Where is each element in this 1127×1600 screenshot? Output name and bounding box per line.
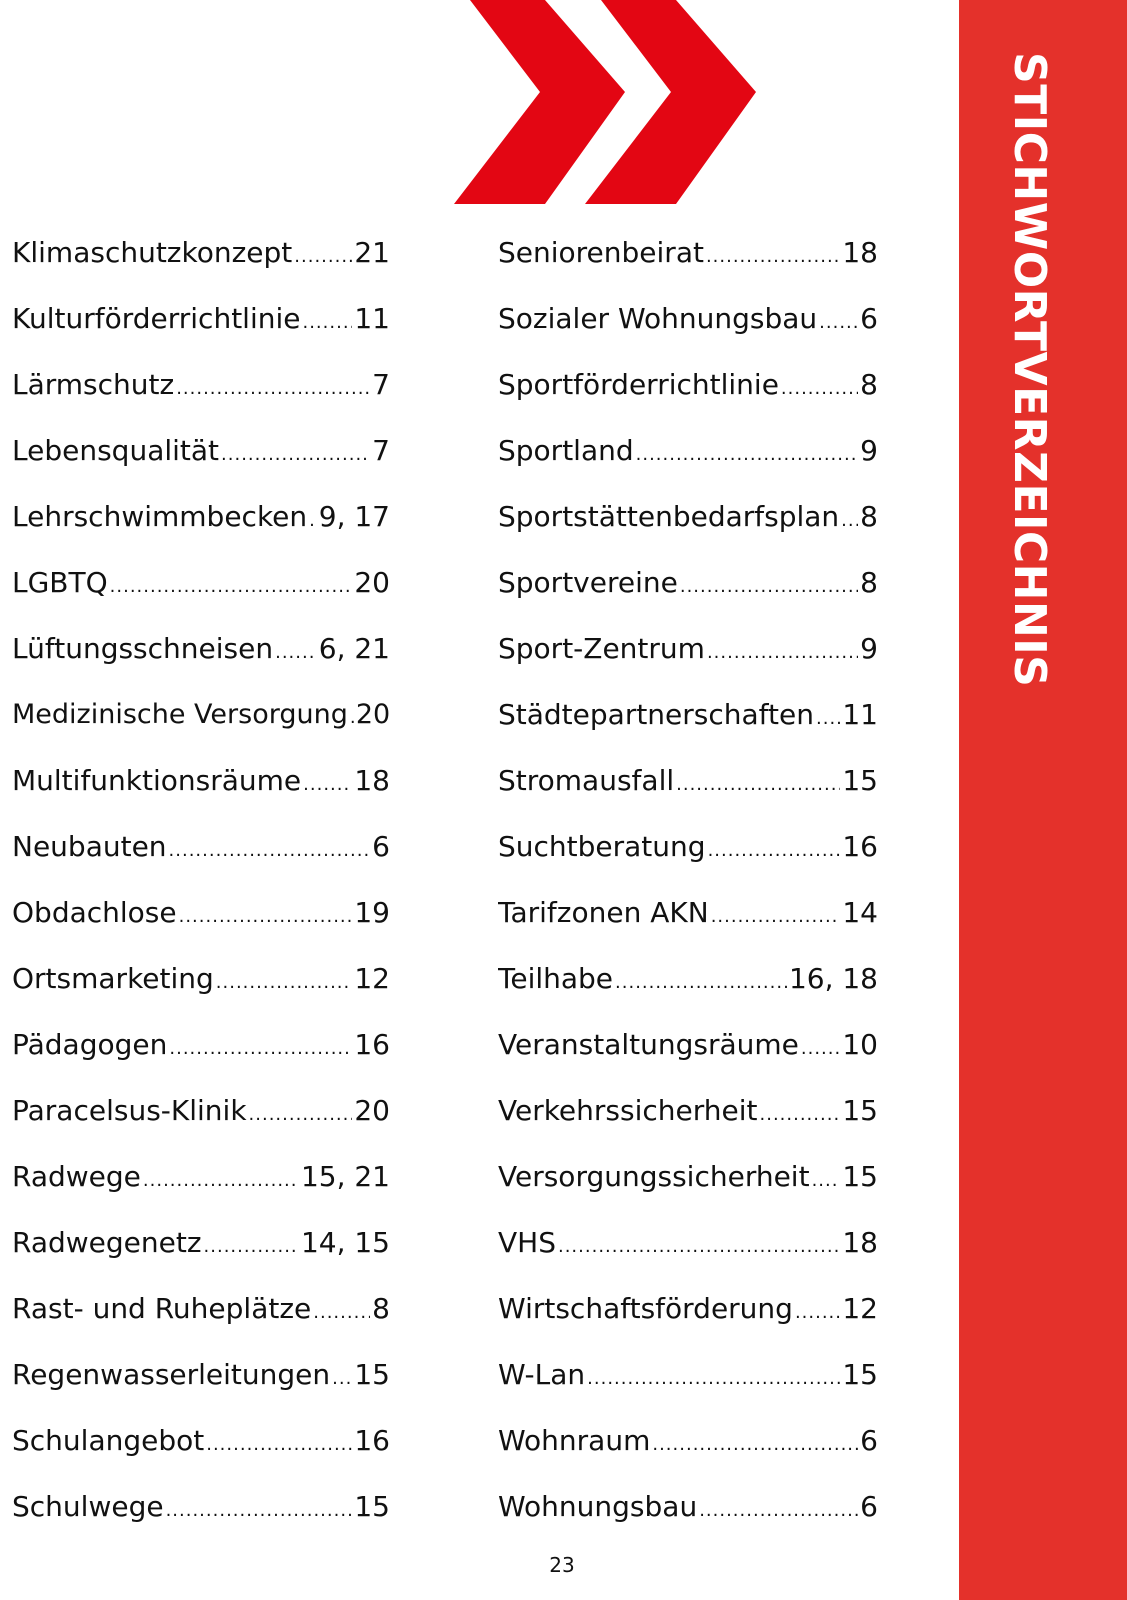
dot-leader — [350, 698, 354, 735]
index-term: Schulwege — [12, 1490, 164, 1523]
index-entry — [12, 827, 390, 867]
index-term: Stromausfall — [498, 764, 675, 797]
dot-leader — [708, 831, 841, 867]
index-term: Lüftungsschneisen — [12, 632, 274, 665]
index-entry — [12, 1091, 390, 1131]
index-entry — [498, 1355, 878, 1395]
index-page-ref: 9 — [860, 632, 878, 665]
dot-leader — [332, 1359, 352, 1395]
index-entry — [498, 893, 878, 933]
index-entry — [498, 299, 878, 339]
index-page-ref: 15 — [354, 1490, 390, 1523]
index-page-ref: 6 — [860, 302, 878, 335]
index-page-ref: 15 — [842, 764, 878, 797]
dot-leader — [795, 1293, 840, 1329]
index-entry — [498, 1091, 878, 1131]
dot-leader — [615, 963, 787, 999]
index-page-ref: 6 — [860, 1490, 878, 1523]
index-term: Neubauten — [12, 830, 167, 863]
index-entry — [498, 563, 878, 603]
index-term: Suchtberatung — [498, 830, 706, 863]
index-term: Kulturförderrichtlinie — [12, 302, 301, 335]
index-page-ref: 15 — [842, 1094, 878, 1127]
dot-leader — [819, 303, 858, 339]
dot-leader — [707, 633, 858, 669]
index-page-ref: 8 — [372, 1292, 390, 1325]
index-term: Versorgungssicherheit — [498, 1160, 810, 1193]
index-entry — [498, 959, 878, 999]
index-entry — [498, 629, 878, 669]
dot-leader — [166, 1491, 353, 1527]
index-entry — [12, 497, 390, 537]
index-page-ref: 19 — [354, 896, 390, 929]
index-entry — [12, 1421, 390, 1461]
index-page-ref: 9 — [860, 434, 878, 467]
dot-leader — [176, 369, 370, 405]
index-term: Obdachlose — [12, 896, 177, 929]
index-entry — [12, 431, 390, 471]
index-entry — [12, 1289, 390, 1329]
dot-leader — [699, 1491, 858, 1527]
index-page-ref: 15 — [354, 1358, 390, 1391]
index-term: Sportvereine — [498, 566, 678, 599]
dot-leader — [143, 1161, 299, 1197]
dot-leader — [760, 1095, 841, 1131]
index-page-ref: 8 — [860, 500, 878, 533]
index-term: Regenwasserleitungen — [12, 1358, 331, 1391]
index-page-ref: 21 — [354, 236, 390, 269]
index-page-ref: 16 — [354, 1028, 390, 1061]
index-page-ref: 8 — [860, 368, 878, 401]
index-term: Klimaschutzkonzept — [12, 236, 293, 269]
index-page-ref: 6 — [860, 1424, 878, 1457]
index-entry — [498, 497, 878, 537]
index-term: Lehrschwimmbecken — [12, 500, 308, 533]
index-term: Tarifzonen AKN — [498, 896, 709, 929]
index-page-ref: 8 — [860, 566, 878, 599]
index-term: Medizinische Versorgung — [12, 699, 348, 730]
index-page-ref: 7 — [372, 368, 390, 401]
dot-leader — [652, 1425, 858, 1461]
index-page-ref: 6 — [372, 830, 390, 863]
index-page-ref: 16 — [354, 1424, 390, 1457]
index-entry — [498, 1289, 878, 1329]
index-page-ref: 16 — [842, 830, 878, 863]
index-term: Paracelsus-Klinik — [12, 1094, 247, 1127]
index-term: Veranstaltungsräume — [498, 1028, 799, 1061]
index-page-ref: 15 — [842, 1160, 878, 1193]
dot-leader — [812, 1161, 841, 1197]
dot-leader — [169, 831, 371, 867]
index-entry — [498, 233, 878, 273]
index-term: VHS — [498, 1226, 556, 1259]
index-entry — [498, 1421, 878, 1461]
index-term: Rast- und Ruheplätze — [12, 1292, 312, 1325]
dot-leader — [636, 435, 859, 471]
dot-leader — [302, 303, 352, 339]
dot-leader — [558, 1227, 840, 1263]
index-term: Pädagogen — [12, 1028, 168, 1061]
dot-leader — [303, 765, 352, 801]
index-entry — [12, 761, 390, 801]
sidebar-title: STICHWORTVERZEICHNIS — [1004, 52, 1055, 688]
index-entry — [498, 365, 878, 405]
index-page-ref: 20 — [354, 1094, 390, 1127]
index-page-ref: 14 — [842, 896, 878, 929]
index-page-ref: 18 — [354, 764, 390, 797]
index-term: Sozialer Wohnungsbau — [498, 302, 818, 335]
index-page-ref: 10 — [842, 1028, 878, 1061]
index-entry — [498, 1025, 878, 1065]
index-entry — [498, 695, 878, 735]
index-term: Sport-Zentrum — [498, 632, 705, 665]
index-page-ref: 15, 21 — [300, 1160, 390, 1193]
dot-leader — [706, 237, 840, 273]
index-entry — [12, 299, 390, 339]
index-term: Teilhabe — [498, 962, 614, 995]
index-page-ref: 6, 21 — [318, 632, 390, 665]
dot-leader — [816, 699, 840, 735]
index-page-ref: 20 — [355, 699, 390, 730]
index-term: Städtepartnerschaften — [498, 698, 814, 731]
index-entry — [12, 365, 390, 405]
double-right-chevron-icon — [0, 0, 760, 210]
dot-leader — [294, 237, 352, 273]
dot-leader — [587, 1359, 840, 1395]
index-entry — [12, 959, 390, 999]
index-term: Seniorenbeirat — [498, 236, 704, 269]
index-term: Sportstättenbedarfsplan — [498, 500, 840, 533]
chevron-left-icon — [454, 0, 625, 204]
index-page-ref: 16, 18 — [788, 962, 878, 995]
dot-leader — [801, 1029, 840, 1065]
index-entry — [498, 1223, 878, 1263]
index-page-ref: 9, 17 — [318, 500, 390, 533]
page-number: 23 — [549, 1553, 575, 1577]
index-entry — [12, 893, 390, 933]
dot-leader — [275, 633, 317, 669]
index-term: Sportförderrichtlinie — [498, 368, 779, 401]
dot-leader — [169, 1029, 352, 1065]
dot-leader — [216, 963, 353, 999]
index-term: Wohnungsbau — [498, 1490, 698, 1523]
index-page-ref: 12 — [354, 962, 390, 995]
index-entry — [12, 1487, 390, 1527]
index-page-ref: 18 — [842, 236, 878, 269]
dot-leader — [179, 897, 353, 933]
index-entry — [498, 1487, 878, 1527]
index-entry — [498, 761, 878, 801]
dot-leader — [110, 567, 353, 603]
index-term: Radwege — [12, 1160, 141, 1193]
index-entry — [498, 827, 878, 867]
index-page-ref: 18 — [842, 1226, 878, 1259]
dot-leader — [206, 1425, 352, 1461]
dot-leader — [841, 501, 858, 537]
index-entry — [12, 1157, 390, 1197]
dot-leader — [781, 369, 858, 405]
index-term: Schulangebot — [12, 1424, 205, 1457]
index-entry — [12, 1025, 390, 1065]
index-term: Ortsmarketing — [12, 962, 214, 995]
dot-leader — [309, 501, 317, 537]
dot-leader — [711, 897, 841, 933]
index-term: Wirtschaftsförderung — [498, 1292, 793, 1325]
index-term: Lebensqualität — [12, 434, 220, 467]
index-page-ref: 11 — [354, 302, 390, 335]
index-entry — [12, 233, 390, 273]
index-entry — [498, 1157, 878, 1197]
index-term: Verkehrssicherheit — [498, 1094, 758, 1127]
dot-leader — [249, 1095, 353, 1131]
index-page-ref: 15 — [842, 1358, 878, 1391]
dot-leader — [204, 1227, 299, 1263]
index-term: Wohnraum — [498, 1424, 651, 1457]
index-entry — [12, 695, 390, 735]
index-entry — [12, 1355, 390, 1395]
index-page-ref: 14, 15 — [300, 1226, 390, 1259]
index-term: Radwegenetz — [12, 1226, 202, 1259]
index-term: W-Lan — [498, 1358, 586, 1391]
index-page-ref: 7 — [372, 434, 390, 467]
index-term: LGBTQ — [12, 566, 108, 599]
index-page-ref: 11 — [842, 698, 878, 731]
index-term: Sportland — [498, 434, 634, 467]
index-page-ref: 20 — [354, 566, 390, 599]
index-term: Lärmschutz — [12, 368, 175, 401]
index-entry — [498, 431, 878, 471]
index-page-ref: 12 — [842, 1292, 878, 1325]
index-entry — [12, 1223, 390, 1263]
dot-leader — [676, 765, 840, 801]
dot-leader — [680, 567, 858, 603]
index-entry — [12, 629, 390, 669]
index-entry — [12, 563, 390, 603]
dot-leader — [313, 1293, 370, 1329]
index-term: Multifunktionsräume — [12, 764, 302, 797]
dot-leader — [221, 435, 370, 471]
